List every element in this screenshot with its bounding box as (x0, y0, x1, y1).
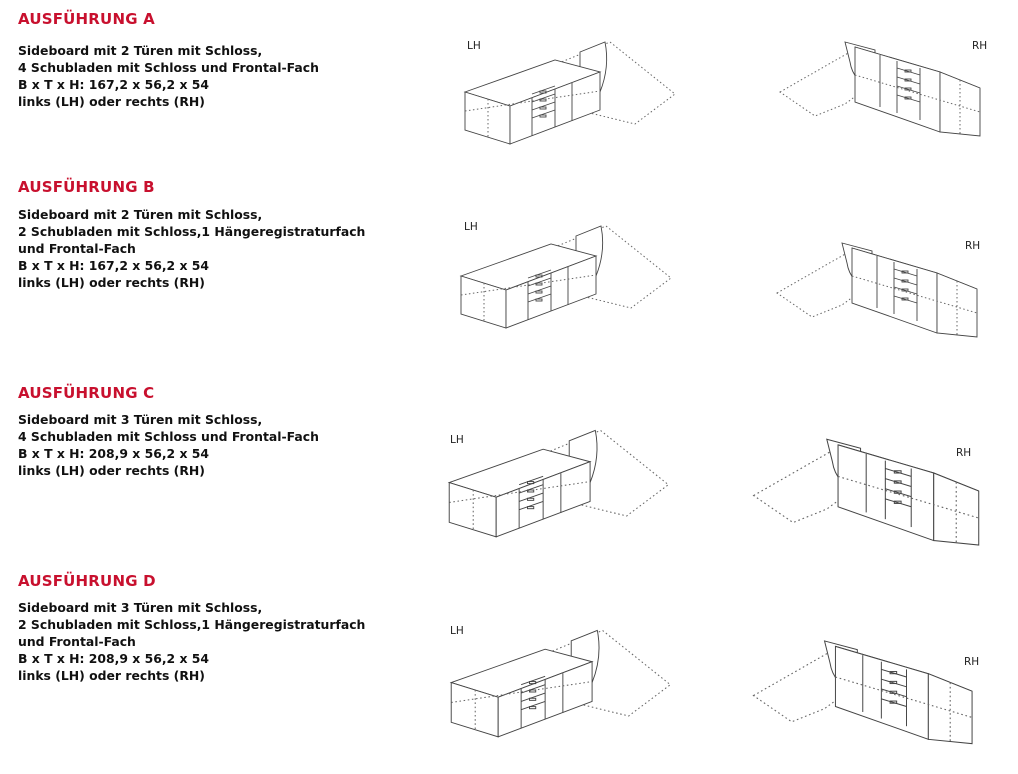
lh-label: LH (467, 40, 481, 52)
description-line: B x T x H: 208,9 x 56,2 x 54 (18, 446, 210, 461)
sideboard-rh-drawing (775, 32, 990, 142)
sideboard-lh-drawing (444, 420, 684, 545)
description-line: B x T x H: 167,2 x 56,2 x 54 (18, 77, 210, 92)
section-c (0, 384, 1018, 554)
description-line: und Frontal-Fach (18, 634, 136, 649)
description-line: links (LH) oder rechts (RH) (18, 94, 205, 109)
description-line: B x T x H: 167,2 x 56,2 x 54 (18, 258, 210, 273)
description-line: und Frontal-Fach (18, 241, 136, 256)
section-description (18, 42, 319, 110)
rh-label: RH (964, 656, 980, 668)
section-b (0, 178, 1018, 348)
rh-label: RH (972, 40, 988, 52)
description-line: links (LH) oder rechts (RH) (18, 463, 205, 478)
description-line: 4 Schubladen mit Schloss und Frontal-Fach (18, 60, 319, 75)
description-line: 4 Schubladen mit Schloss und Frontal-Fach (18, 429, 319, 444)
lh-label: LH (464, 221, 478, 233)
section-d (0, 572, 1018, 762)
description-line: Sideboard mit 3 Türen mit Schloss, (18, 412, 263, 427)
description-line: Sideboard mit 2 Türen mit Schloss, (18, 43, 263, 58)
description-line: links (LH) oder rechts (RH) (18, 275, 205, 290)
section-heading: AUSFÜHRUNG A (18, 10, 155, 28)
description-line: Sideboard mit 3 Türen mit Schloss, (18, 600, 263, 615)
section-heading: AUSFÜHRUNG C (18, 384, 155, 402)
sideboard-lh-drawing (446, 620, 686, 745)
lh-label: LH (450, 625, 464, 637)
sideboard-rh-drawing (748, 428, 990, 553)
section-description (18, 599, 365, 684)
section-a (0, 10, 1018, 170)
description-line: B x T x H: 208,9 x 56,2 x 54 (18, 651, 210, 666)
rh-label: RH (956, 447, 972, 459)
section-description (18, 411, 319, 479)
rh-label: RH (965, 240, 981, 252)
sideboard-rh-drawing (772, 233, 987, 343)
description-line: Sideboard mit 2 Türen mit Schloss, (18, 207, 263, 222)
section-description (18, 206, 365, 291)
sideboard-rh-drawing (748, 630, 983, 755)
sideboard-lh-drawing (456, 216, 686, 326)
description-line: 2 Schubladen mit Schloss,1 Hängeregistraturfach (18, 617, 366, 632)
lh-label: LH (450, 434, 464, 446)
sideboard-lh-drawing (460, 32, 690, 142)
description-line: links (LH) oder rechts (RH) (18, 668, 205, 683)
section-heading: AUSFÜHRUNG D (18, 572, 156, 590)
description-line: 2 Schubladen mit Schloss,1 Hängeregistraturfach (18, 224, 366, 239)
section-heading: AUSFÜHRUNG B (18, 178, 155, 196)
